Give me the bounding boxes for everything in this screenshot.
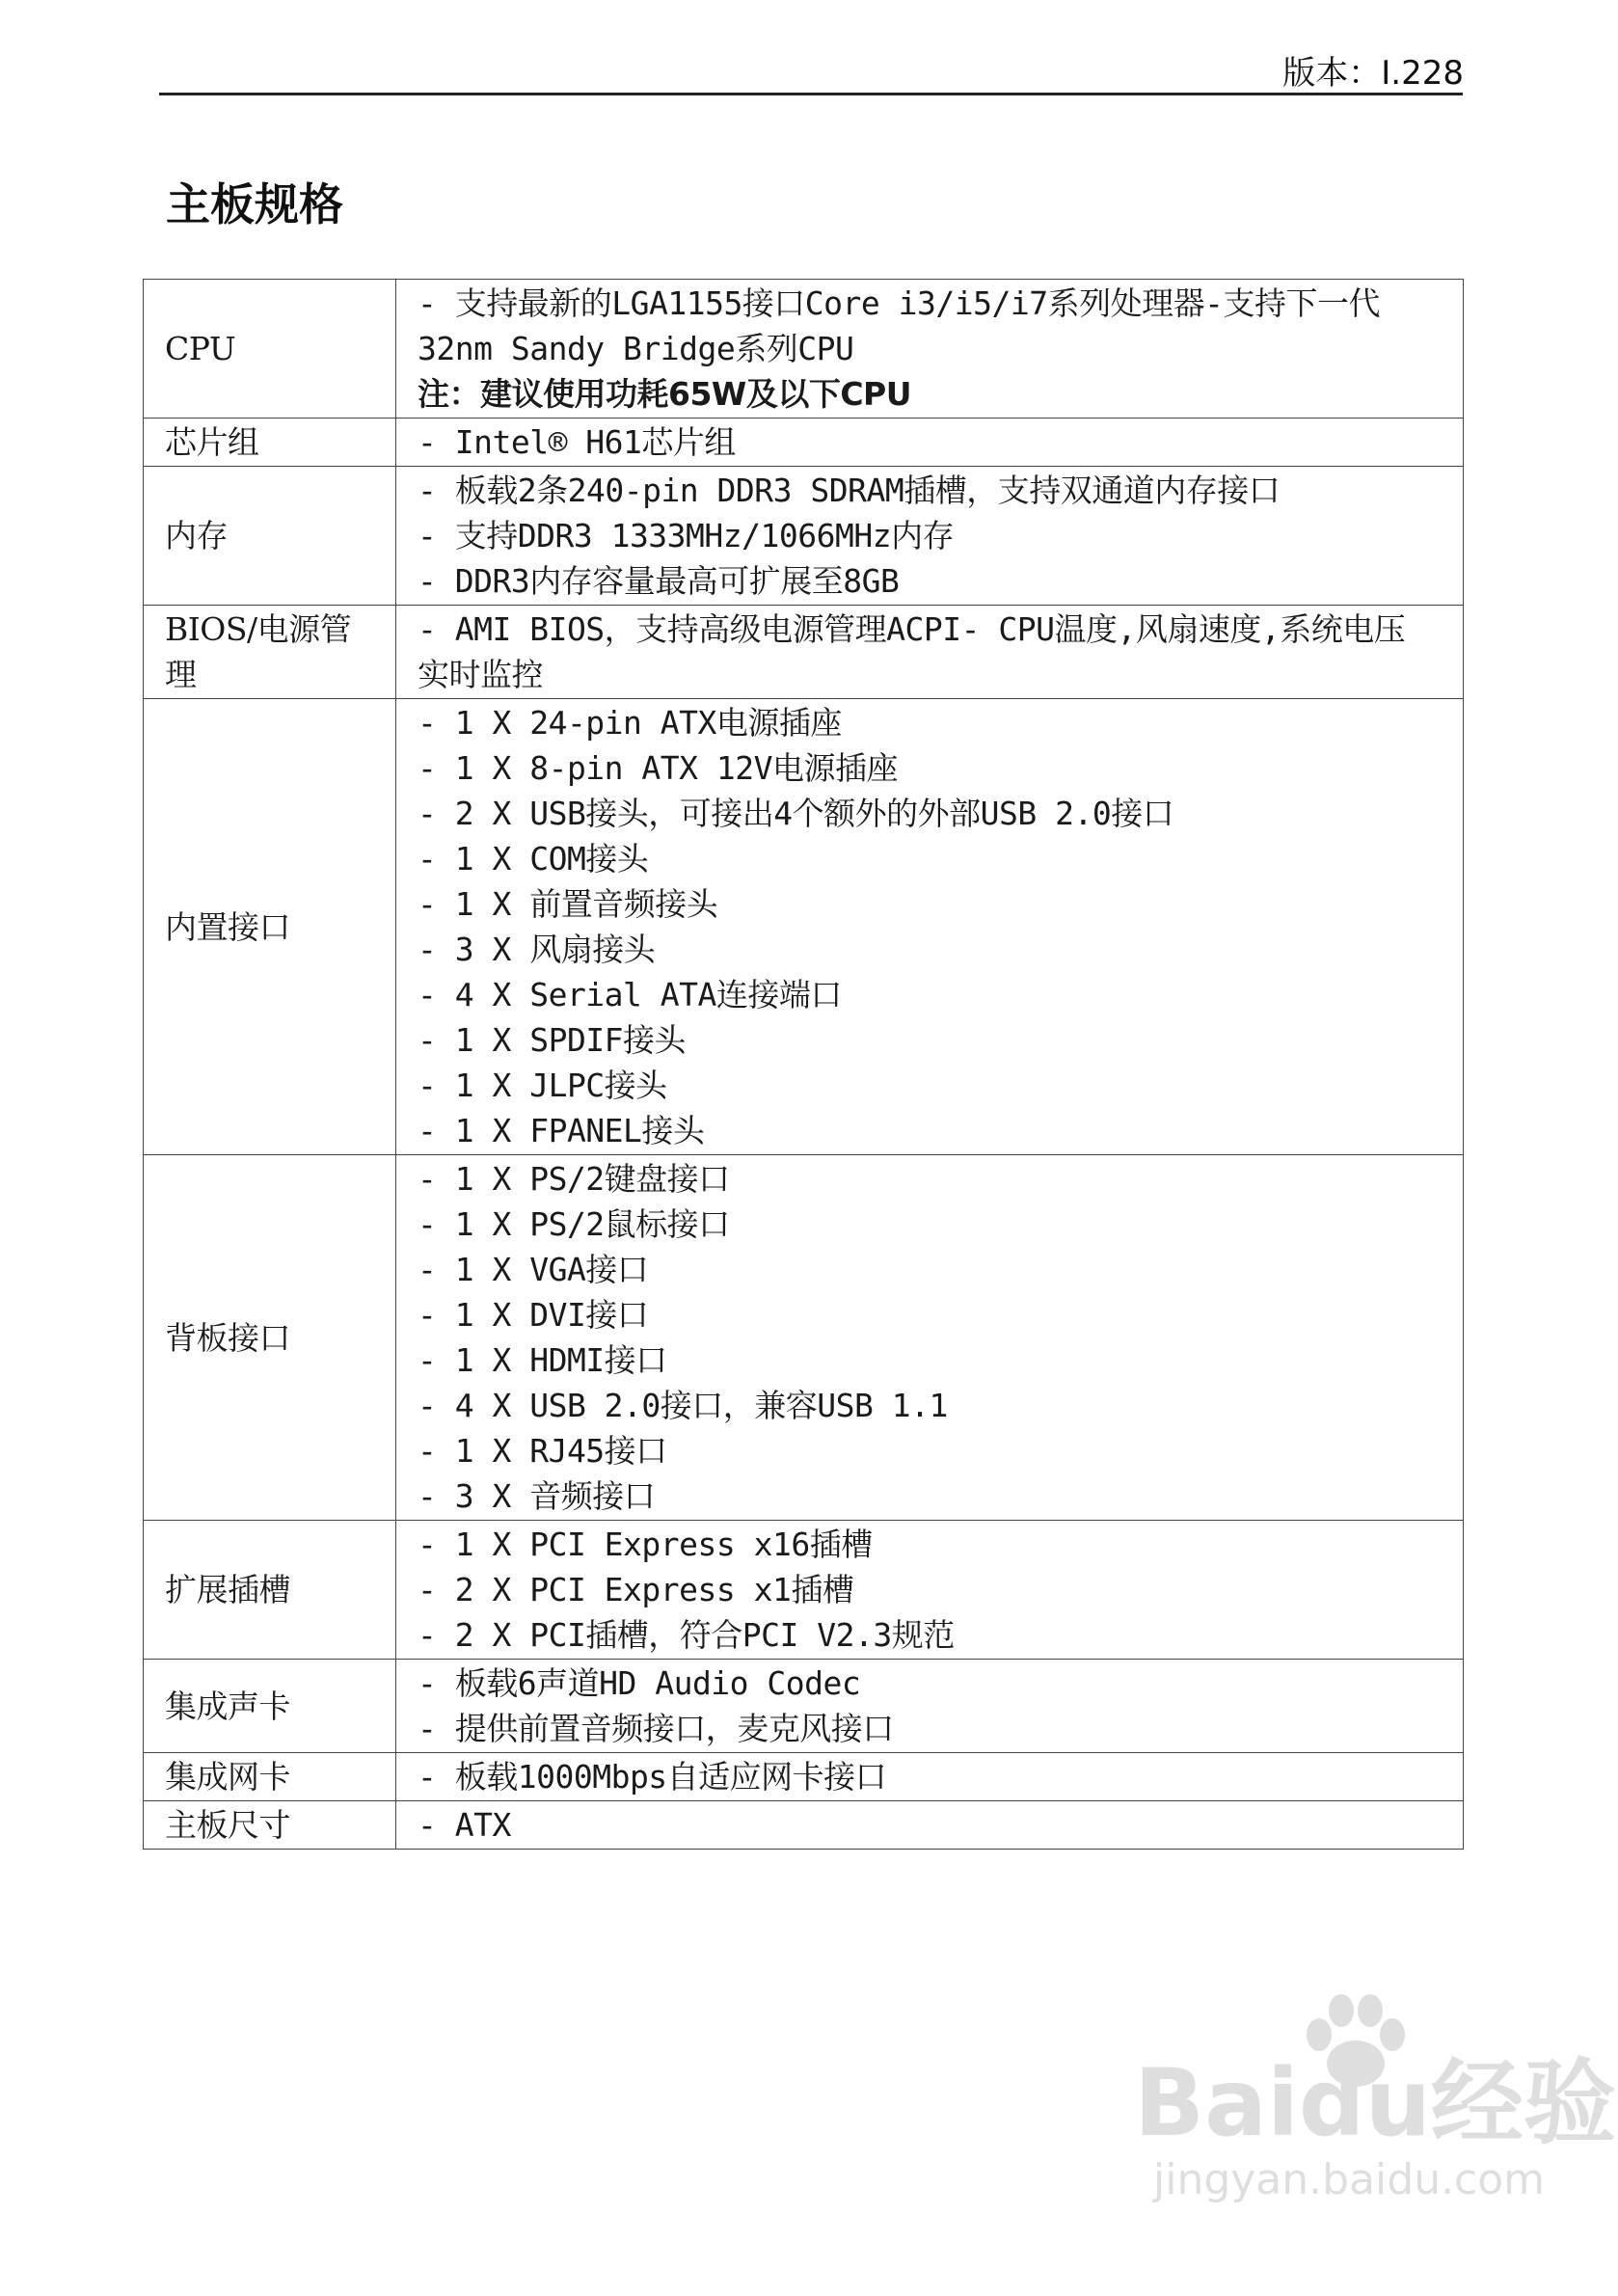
- spec-label: CPU: [144, 280, 396, 419]
- spec-table-body: [144, 280, 1464, 1850]
- spec-table: [143, 279, 1464, 1850]
- spec-label: 主板尺寸: [144, 1801, 396, 1850]
- spec-label: 背板接口: [144, 1155, 396, 1521]
- spec-value: [396, 1801, 1464, 1850]
- spec-line: - 4 X Serial ATA连接端口: [418, 976, 842, 1013]
- spec-row: [144, 1155, 1464, 1521]
- spec-row: [144, 1660, 1464, 1753]
- spec-line: - 3 X 风扇接头: [418, 931, 656, 968]
- spec-line: - 1 X RJ45接口: [418, 1432, 667, 1470]
- spec-line: - 1 X PCI Express x16插槽: [418, 1526, 873, 1563]
- spec-value: [396, 606, 1464, 699]
- spec-line: - 支持DDR3 1333MHz/1066MHz内存: [418, 517, 955, 554]
- spec-line: - 2 X PCI插槽，符合PCI V2.3规范: [418, 1616, 955, 1654]
- spec-label: 芯片组: [144, 419, 396, 467]
- spec-line: - 板载2条240-pin DDR3 SDRAM插槽，支持双通道内存接口: [418, 472, 1281, 509]
- spec-line: - DDR3内存容量最高可扩展至8GB: [418, 562, 900, 600]
- spec-line: - 支持最新的LGA1155接口Core i3/i5/i7系列处理器-支持下一代: [418, 284, 1380, 322]
- spec-row: [144, 467, 1464, 606]
- watermark-logo: Baidu经验: [1134, 2049, 1616, 2157]
- spec-line: - 1 X DVI接口: [418, 1296, 649, 1334]
- spec-line: - AMI BIOS，支持高级电源管理ACPI- CPU温度,风扇速度,系统电压: [418, 610, 1406, 648]
- spec-line: - 1 X JLPC接头: [418, 1067, 667, 1104]
- spec-label: 内存: [144, 467, 396, 606]
- spec-line: - 1 X COM接头: [418, 840, 649, 878]
- spec-line: 32nm Sandy Bridge系列CPU: [418, 330, 854, 367]
- spec-value: [396, 419, 1464, 467]
- spec-value: [396, 1155, 1464, 1521]
- spec-line: - 4 X USB 2.0接口，兼容USB 1.1: [418, 1387, 948, 1424]
- spec-value: [396, 280, 1464, 419]
- spec-label: 扩展插槽: [144, 1521, 396, 1660]
- header-version: 版本：I.228: [1282, 54, 1464, 93]
- spec-row: [144, 699, 1464, 1155]
- spec-line: - 1 X VGA接口: [418, 1251, 649, 1288]
- spec-line: - 1 X PS/2鼠标接口: [418, 1205, 730, 1243]
- spec-label: 集成声卡: [144, 1660, 396, 1753]
- page-title: 主板规格: [166, 178, 343, 230]
- spec-line: - ATX: [418, 1806, 511, 1844]
- spec-line: - 2 X USB接头，可接出4个额外的外部USB 2.0接口: [418, 795, 1174, 832]
- spec-line: - 1 X PS/2键盘接口: [418, 1160, 730, 1198]
- spec-line: - 1 X SPDIF接头: [418, 1021, 687, 1059]
- spec-line: - 1 X 前置音频接头: [418, 885, 718, 923]
- spec-label: 集成网卡: [144, 1753, 396, 1801]
- spec-row: [144, 606, 1464, 699]
- spec-line: - 提供前置音频接口，麦克风接口: [418, 1710, 894, 1747]
- spec-row: [144, 1753, 1464, 1801]
- header-rule: [159, 93, 1463, 95]
- spec-row: [144, 1521, 1464, 1660]
- baidu-jingyan-watermark: [1134, 2030, 1616, 2232]
- spec-value: [396, 1521, 1464, 1660]
- spec-row: [144, 1801, 1464, 1850]
- spec-row: [144, 419, 1464, 467]
- spec-line: - 板载6声道HD Audio Codec: [418, 1664, 861, 1702]
- spec-value: [396, 1753, 1464, 1801]
- spec-line: - 1 X HDMI接口: [418, 1341, 667, 1379]
- spec-value: [396, 467, 1464, 606]
- spec-line: - 1 X FPANEL接头: [418, 1112, 705, 1149]
- spec-line: - 2 X PCI Express x1插槽: [418, 1571, 854, 1608]
- spec-value: [396, 699, 1464, 1155]
- watermark-url: jingyan.baidu.com: [1153, 2155, 1546, 2204]
- spec-label: 内置接口: [144, 699, 396, 1155]
- spec-line: - Intel® H61芯片组: [418, 423, 736, 461]
- spec-line: 实时监控: [418, 656, 543, 693]
- spec-note: 注：建议使用功耗65W及以下CPU: [418, 375, 912, 413]
- spec-line: - 1 X 8-pin ATX 12V电源插座: [418, 749, 898, 787]
- spec-value: [396, 1660, 1464, 1753]
- spec-line: - 3 X 音频接口: [418, 1477, 656, 1515]
- spec-row: [144, 280, 1464, 419]
- spec-line: - 1 X 24-pin ATX电源插座: [418, 704, 842, 742]
- spec-label: BIOS/电源管理: [144, 606, 396, 699]
- spec-line: - 板载1000Mbps自适应网卡接口: [418, 1758, 887, 1796]
